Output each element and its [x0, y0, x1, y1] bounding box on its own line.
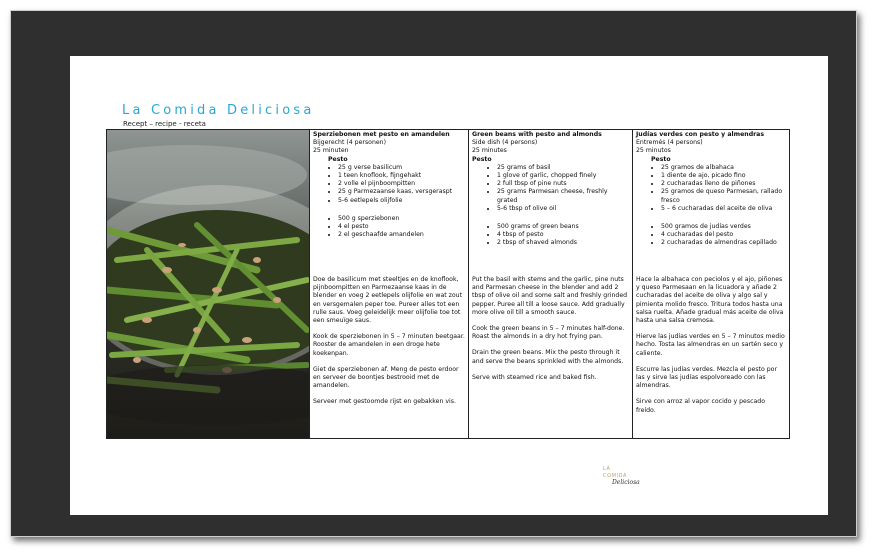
recipe-column-dutch — [309, 130, 468, 438]
recipe-step: Hace la albahaca con peciolos y el ajo, piñones y queso Parmesaan en la licuadora y añade 2 cucharadas del aceite de oliva y algo sal y pimienta molido fresco. Tritura todos hasta una salsa ruelta. Añade gradual más aceite de oliva hasta una salsa cremosa. — [636, 276, 784, 325]
brand-subtitle: Recept – recipe - receta — [123, 120, 206, 128]
recipe-title: Judías verdes con pesto y almendras — [636, 131, 765, 138]
ingredient-item: • 500 g sperziebonen — [338, 215, 465, 223]
document-frame — [10, 10, 857, 537]
recipe-course: Bijgerecht (4 personen) — [313, 139, 387, 147]
ingredient-item: • 2 el geschaafde amandelen — [338, 231, 465, 239]
main-ingredients — [472, 223, 629, 248]
ingredient-item: • 1 diente de ajo, picado fino — [661, 172, 786, 180]
recipe-title: Green beans with pesto and almonds — [472, 131, 602, 138]
recipe-step: Drain the green beans. Mix the pesto through it and serve the beans sprinkled with the almonds. — [472, 349, 624, 365]
recipe-course: Entremés (4 persons) — [636, 139, 703, 147]
recipe-step: Serve with steamed rice and baked fish. — [472, 373, 597, 381]
recipe-column-spanish — [632, 130, 789, 438]
recipe-step: Doe de basilicum met steeltjes en de knoflook, pijnboompitten en Parmezaanse kaas in de blender en voeg 2 eetlepels olijfolie en wat zout en versgemalen peper toe. Pureer alles tot een rulle saus. Voeg geleidelijk meer olijfolie toe tot een smeuïge saus. — [313, 276, 463, 325]
ingredient-item: • 4 tbsp of pesto — [497, 231, 629, 239]
recipe-step: Giet de sperziebonen af. Meng de pesto erdoor en serveer de boontjes bestrooid met de amandelen. — [313, 365, 459, 390]
ingredient-item: • 1 teen knoflook, fijngehakt — [338, 172, 465, 180]
pesto-ingredients — [472, 164, 629, 213]
logo-text-line2: COMIDA — [603, 473, 627, 479]
recipe-title: Sperziebonen met pesto en amandelen — [313, 131, 450, 138]
ingredient-item: • 25 gramos de albahaca — [661, 164, 786, 172]
ingredient-item: • 5 – 6 cucharadas del aceite de oliva — [661, 205, 786, 213]
ingredient-item: • 25 grams of basil — [497, 164, 629, 172]
green-beans-illustration — [107, 130, 309, 438]
ingredient-item: • 25 gramos de queso Parmesan, rallado fresco — [661, 188, 786, 204]
recipe-step: Serveer met gestoomde rijst en gebakken vis. — [313, 398, 456, 406]
brand-title: La Comida Deliciosa — [122, 103, 315, 118]
ingredient-item: • 2 cucharadas lleno de piñones — [661, 180, 786, 188]
pesto-label: Pesto — [472, 155, 492, 163]
recipe-column-english — [468, 130, 632, 438]
ingredient-item: • 4 cucharadas del pesto — [661, 231, 786, 239]
recipe-steps — [313, 276, 465, 415]
ingredient-item: • 500 grams of green beans — [497, 223, 629, 231]
footer-logo — [600, 464, 650, 494]
recipe-course: Side dish (4 persons) — [472, 139, 538, 147]
pesto-ingredients — [313, 164, 465, 205]
document-page — [70, 56, 828, 515]
main-ingredients — [636, 223, 786, 248]
recipe-step: Hierve las judías verdes en 5 – 7 minutos medio hecho. Tosta las almendras en un sartén seco y caliente. — [636, 333, 785, 357]
ingredient-item: • 25 grams Parmesan cheese, freshly grated — [497, 188, 629, 204]
ingredient-item: • 4 el pesto — [338, 223, 465, 231]
logo-text-line1: LA — [603, 466, 611, 472]
recipe-step: Escurre las judías verdes. Mezcla el pesto por las y sirve las judías espolvoreado con las almendras. — [636, 365, 777, 390]
recipe-step: Sirve con arroz al vapor cocido y pescado freído. — [636, 398, 765, 414]
ingredient-item: • 5-6 eetlepels olijfolie — [338, 197, 465, 205]
ingredient-item: • 2 volle el pijnboompitten — [338, 180, 465, 188]
recipe-steps — [636, 276, 786, 423]
recipe-step: Kook de sperziebonen in 5 – 7 minuten beetgaar. Rooster de amandelen in een droge hete koekenpan. — [313, 333, 465, 357]
pesto-ingredients — [636, 164, 786, 213]
recipe-steps — [472, 276, 629, 390]
ingredient-item: • 1 glove of garlic, chopped finely — [497, 172, 629, 180]
main-ingredients — [313, 215, 465, 240]
recipe-step: Cook the green beans in 5 – 7 minutes half-done. Roast the almonds in a dry hot frying pan. — [472, 325, 625, 341]
recipe-table — [106, 129, 790, 439]
ingredient-item: • 5-6 tbsp of olive oil — [497, 205, 629, 213]
ingredient-item: • 25 g verse basilicum — [338, 164, 465, 172]
ingredient-item: • 2 full tbsp of pine nuts — [497, 180, 629, 188]
recipe-time: 25 minutes — [472, 147, 507, 155]
recipe-time: 25 minutos — [636, 147, 671, 155]
logo-script-text: Deliciosa — [612, 479, 640, 486]
recipe-time: 25 minuten — [313, 147, 349, 155]
ingredient-item: • 500 gramos de judías verdes — [661, 223, 786, 231]
ingredient-item: • 2 tbsp of shaved almonds — [497, 239, 629, 247]
ingredient-item: • 2 cucharadas de almendras cepillado — [661, 239, 786, 247]
ingredient-item: • 25 g Parmezaanse kaas, versgeraspt — [338, 188, 465, 196]
pesto-label: Pesto — [651, 155, 671, 163]
pesto-label: Pesto — [328, 155, 348, 163]
recipe-step: Put the basil with stems and the garlic, pine nuts and Parmesan cheese in the blender and add 2 tbsp of olive oil and some salt and freshly grinded pepper. Puree all till a loose sauce. Add gradually more olive oil till a smooth sauce. — [472, 276, 628, 316]
green-beans-photo — [107, 130, 309, 438]
